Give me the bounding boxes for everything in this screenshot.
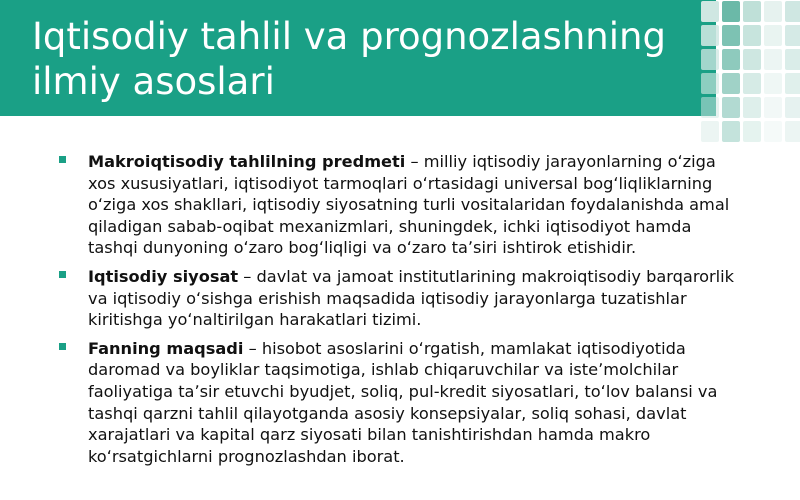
- decorative-tile-grid: [700, 0, 800, 150]
- decorative-tile: [701, 121, 719, 142]
- bullet-description: – davlat va jamoat institutlarining makroiqtisodiy barqarorlik va iqtisodiy oʻsishga erishish maqsadida iqtisodiy jarayonlarga tuzatishlar kiritishga yoʻnaltirilgan harakatlari tizimi.: [88, 266, 735, 330]
- decorative-tile: [701, 73, 719, 94]
- decorative-tile: [764, 49, 782, 70]
- decorative-tile: [722, 73, 740, 94]
- decorative-tile: [764, 1, 782, 22]
- decorative-tile: [701, 97, 719, 118]
- decorative-tile: [701, 25, 719, 46]
- decorative-tile: [785, 97, 800, 118]
- decorative-tile: [722, 1, 740, 22]
- decorative-tile: [785, 73, 800, 94]
- decorative-tile: [743, 1, 761, 22]
- decorative-tile: [743, 25, 761, 46]
- decorative-tile: [785, 1, 800, 22]
- decorative-tile: [764, 97, 782, 118]
- decorative-tile: [785, 49, 800, 70]
- decorative-tile: [743, 121, 761, 142]
- decorative-tile: [785, 25, 800, 46]
- decorative-tile: [701, 49, 719, 70]
- bullet-term: Makroiqtisodiy tahlilning predmeti: [88, 152, 406, 171]
- decorative-tile: [743, 73, 761, 94]
- bullet-text: [88, 338, 736, 468]
- square-bullet-icon: [59, 271, 66, 278]
- bullet-term: Iqtisodiy siyosat: [88, 266, 239, 286]
- decorative-tile: [701, 1, 719, 22]
- decorative-tile: [785, 121, 800, 142]
- square-bullet-icon: [59, 343, 66, 350]
- square-bullet-icon: [59, 156, 66, 163]
- bullet-text: [88, 151, 736, 259]
- decorative-tile: [764, 121, 782, 142]
- slide-title: Iqtisodiy tahlil va prognozlashning ilmiy asoslari: [32, 15, 666, 103]
- decorative-tile: [722, 121, 740, 142]
- decorative-tile: [722, 49, 740, 70]
- bullet-item-policy: [56, 266, 736, 331]
- bullet-item-goal: [56, 338, 736, 468]
- decorative-tile: [764, 25, 782, 46]
- bullet-description: – hisobot asoslarini oʻrgatish, mamlakat iqtisodiyotida daromad va boyliklar taqsimotiga, ishlab chiqaruvchilar va isteʼmolchilar faoliyatiga taʼsir etuvchi byudjet, soliq, pul-kredit siyosatlari, toʻlov balansi va tashqi qarzni tahlil qilayotganda asosiy konsepsiyalar, soliq sohasi, davlat xarajatlari va kapital qarz siyosati bilan tanishtirishdan hamda makro koʻrsatgichlarni prognozlashdan iborat.: [88, 338, 718, 466]
- decorative-tile: [743, 97, 761, 118]
- bullet-term: Fanning maqsadi: [88, 338, 244, 358]
- title-banner: [0, 0, 716, 116]
- decorative-tile: [764, 73, 782, 94]
- bullet-description: – milliy iqtisodiy jarayonlarning oʻziga xos xususiyatlari, iqtisodiyot tarmoqlari oʻrtasidagi universal bogʻliqliklarning oʻziga xos shakllari, iqtisodiy siyosatning turli vositalaridan foydalanishda amal qiladigan sabab-oqibat mexanizmlari, shuningdek, ichki iqtisodiyot hamda tashqi dunyoning oʻzaro bogʻliqligi va oʻzaro taʼsiri ishtirok etishidir.: [88, 152, 730, 258]
- decorative-tile: [743, 49, 761, 70]
- decorative-tile: [722, 97, 740, 118]
- bullet-item-subject: [56, 151, 736, 259]
- decorative-tile: [722, 25, 740, 46]
- bullet-text: [88, 266, 736, 331]
- bullet-list: [56, 151, 736, 474]
